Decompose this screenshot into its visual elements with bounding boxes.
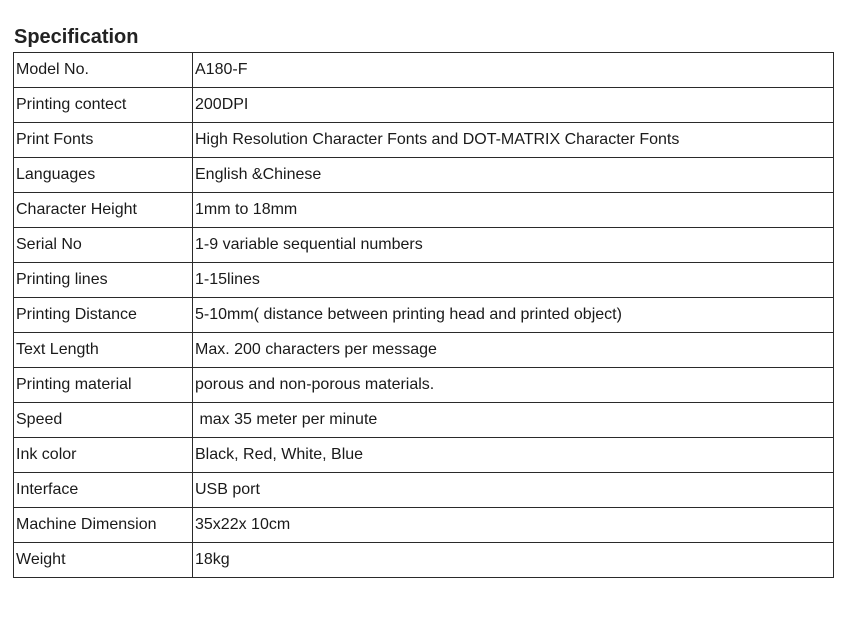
spec-label: Printing material xyxy=(14,368,193,403)
table-row xyxy=(14,508,834,543)
page-title: Specification xyxy=(14,26,139,48)
spec-label: Machine Dimension xyxy=(14,508,193,543)
table-row xyxy=(14,333,834,368)
table-row xyxy=(14,123,834,158)
spec-label: Interface xyxy=(14,473,193,508)
spec-label: Speed xyxy=(14,403,193,438)
table-row xyxy=(14,228,834,263)
table-row xyxy=(14,543,834,578)
spec-label: Model No. xyxy=(14,53,193,88)
spec-value: A180-F xyxy=(193,53,834,88)
table-row xyxy=(14,193,834,228)
spec-value: 18kg xyxy=(193,543,834,578)
spec-value: Black, Red, White, Blue xyxy=(193,438,834,473)
table-row xyxy=(14,473,834,508)
table-row xyxy=(14,88,834,123)
spec-value: 1-15lines xyxy=(193,263,834,298)
spec-label: Printing lines xyxy=(14,263,193,298)
spec-value: USB port xyxy=(193,473,834,508)
spec-label: Printing Distance xyxy=(14,298,193,333)
spec-value: porous and non-porous materials. xyxy=(193,368,834,403)
table-row xyxy=(14,403,834,438)
spec-value: max 35 meter per minute xyxy=(193,403,834,438)
spec-value: 1mm to 18mm xyxy=(193,193,834,228)
table-row xyxy=(14,368,834,403)
spec-value: English &Chinese xyxy=(193,158,834,193)
spec-value: High Resolution Character Fonts and DOT-MATRIX Character Fonts xyxy=(193,123,834,158)
table-row xyxy=(14,298,834,333)
spec-value: 35x22x 10cm xyxy=(193,508,834,543)
spec-value: Max. 200 characters per message xyxy=(193,333,834,368)
table-row xyxy=(14,53,834,88)
spec-label: Print Fonts xyxy=(14,123,193,158)
spec-value: 5-10mm( distance between printing head and printed object) xyxy=(193,298,834,333)
spec-label: Text Length xyxy=(14,333,193,368)
spec-label: Character Height xyxy=(14,193,193,228)
spec-label: Weight xyxy=(14,543,193,578)
table-row xyxy=(14,438,834,473)
spec-label: Ink color xyxy=(14,438,193,473)
spec-label: Serial No xyxy=(14,228,193,263)
table-row xyxy=(14,263,834,298)
spec-table xyxy=(13,52,834,578)
table-row xyxy=(14,158,834,193)
spec-label: Printing contect xyxy=(14,88,193,123)
spec-value: 200DPI xyxy=(193,88,834,123)
spec-value: 1-9 variable sequential numbers xyxy=(193,228,834,263)
spec-label: Languages xyxy=(14,158,193,193)
